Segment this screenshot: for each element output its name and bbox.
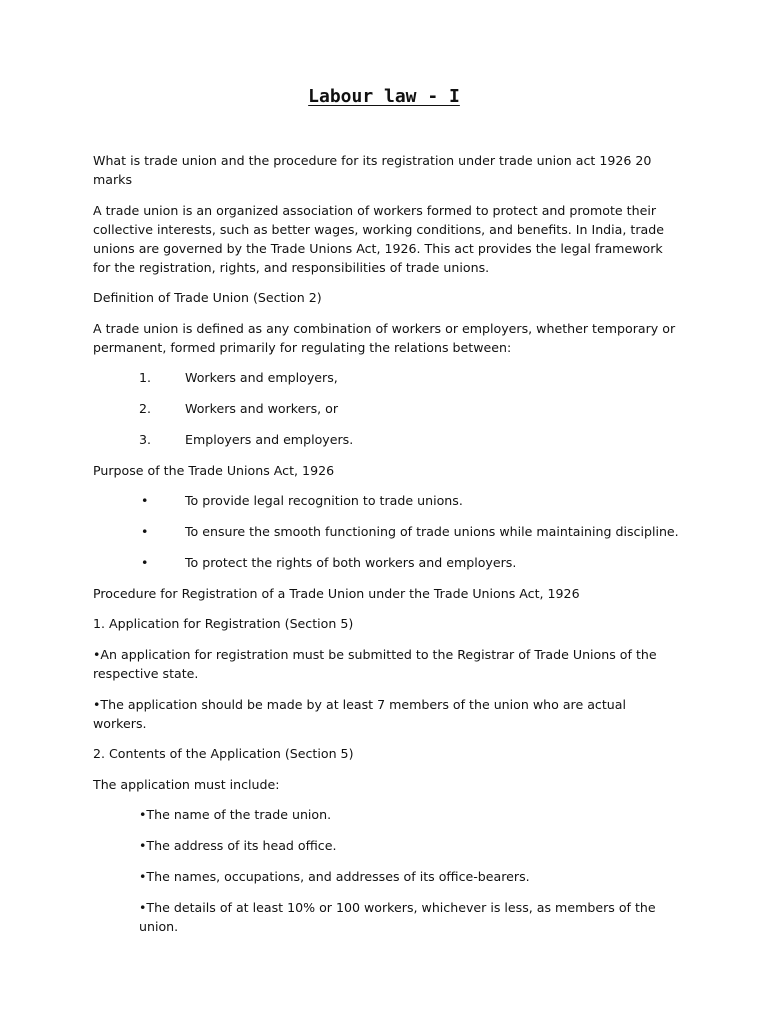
list-number: 1.: [139, 370, 152, 386]
question-text: What is trade union and the procedure for its registration under trade union act 1926 20 marks: [93, 153, 652, 187]
bullet-icon: •: [141, 554, 149, 570]
application-point: •An application for registration must be submitted to the Registrar of Trade Unions of the respective state.: [93, 646, 657, 681]
list-item: •The name of the trade union.: [139, 807, 332, 823]
list-item: •The address of its head office.: [139, 838, 337, 854]
purpose-list: [93, 491, 683, 572]
list-item-text: To ensure the smooth functioning of trade unions while maintaining discipline.: [185, 524, 679, 540]
contents-heading: 2. Contents of the Application (Section 5): [93, 746, 354, 762]
procedure-heading: Procedure for Registration of a Trade Union under the Trade Unions Act, 1926: [93, 585, 580, 601]
list-number: 3.: [139, 431, 152, 447]
list-item: •The details of at least 10% or 100 workers, whichever is less, as members of the union.: [139, 899, 656, 934]
list-item: [93, 491, 683, 510]
contents-intro: The application must include:: [93, 776, 280, 792]
bullet-icon: •: [141, 493, 149, 509]
list-item: [93, 553, 683, 572]
definition-paragraph: A trade union is defined as any combination of workers or employers, whether temporary or permanent, formed primarily for regulating the relations between:: [93, 320, 676, 355]
bullet-icon: •: [141, 524, 149, 540]
list-item-text: Workers and workers, or: [185, 401, 339, 417]
purpose-heading: Purpose of the Trade Unions Act, 1926: [93, 462, 335, 478]
list-item-text: Workers and employers,: [185, 370, 338, 386]
application-point: •The application should be made by at least 7 members of the union who are actual workers.: [93, 696, 626, 731]
application-heading: 1. Application for Registration (Section 5): [93, 616, 354, 632]
document-body: [93, 151, 683, 948]
definition-heading: Definition of Trade Union (Section 2): [93, 290, 322, 306]
intro-paragraph: A trade union is an organized association of workers formed to protect and promote their collective interests, such as better wages, working conditions, and benefits. In India, trade unions are governed by the Trade Unions Act, 1926. This act provides the legal framework for the registration, rights, and responsibilities of trade unions.: [93, 202, 664, 275]
list-number: 2.: [139, 401, 152, 417]
list-item-text: To provide legal recognition to trade unions.: [185, 493, 463, 509]
list-item: [93, 399, 683, 418]
list-item: [93, 522, 683, 541]
list-item: [93, 368, 683, 387]
list-item-text: Employers and employers.: [185, 431, 354, 447]
list-item: •The names, occupations, and addresses of its office-bearers.: [139, 868, 530, 884]
list-item: [93, 430, 683, 449]
list-item-text: To protect the rights of both workers and employers.: [185, 554, 517, 570]
document-title: Labour law - I: [308, 86, 460, 107]
contents-list: [93, 805, 683, 935]
definition-list: [93, 368, 683, 449]
